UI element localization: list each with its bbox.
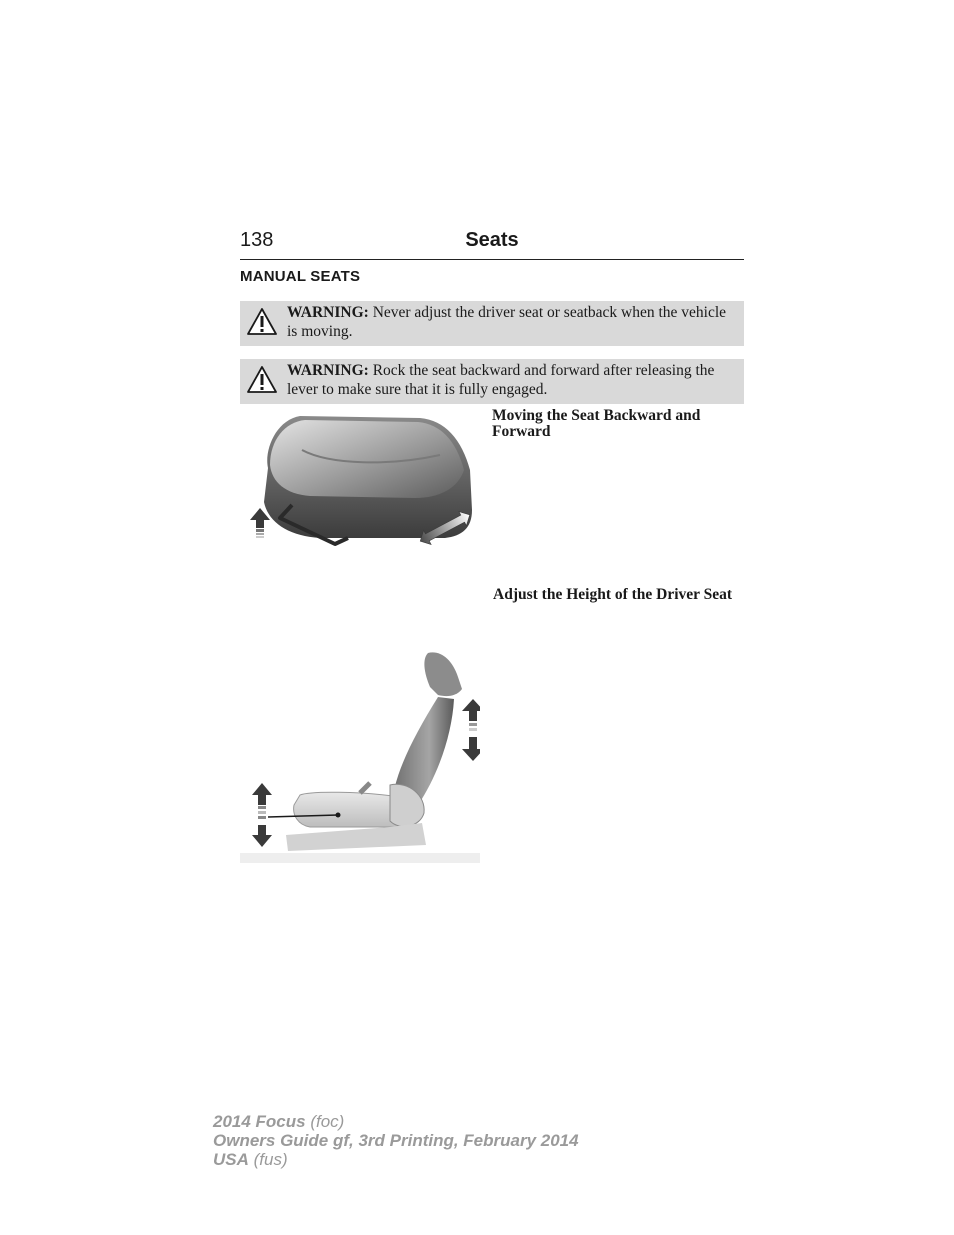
warning-text-2 (287, 361, 734, 399)
subheading-manual-seats: MANUAL SEATS (240, 268, 361, 285)
warning-box-2 (240, 359, 744, 404)
footer-guide: Owners Guide gf, 3rd Printing, February 2014 (213, 1131, 579, 1150)
footer (213, 1112, 579, 1169)
headrest (424, 652, 462, 696)
warning-body: Rock the seat backward and forward after releasing the lever to make sure that it is fully engaged. (287, 362, 715, 398)
warning-label: WARNING: (287, 362, 369, 379)
page-number: 138 (240, 229, 274, 251)
header-rule (240, 259, 744, 260)
warning-body: Never adjust the driver seat or seatback when the vehicle is moving. (287, 304, 727, 340)
lever-up-arrow-icon (250, 508, 270, 538)
driver-seat-height-illustration (240, 645, 480, 863)
height-adjust-arrow-icon (252, 783, 272, 847)
warning-box-1 (240, 301, 744, 346)
section-title: Seats (465, 229, 519, 251)
footer-model: 2014 Focus (213, 1112, 306, 1131)
warning-triangle-icon (246, 365, 278, 395)
caption-height: Adjust the Height of the Driver Seat (493, 586, 733, 603)
caption-fore-aft: Moving the Seat Backward and Forward (492, 407, 701, 440)
footer-region-code: (fus) (253, 1150, 288, 1169)
warning-label: WARNING: (287, 304, 369, 321)
warning-text-1 (287, 303, 734, 341)
cushion-top (270, 420, 464, 498)
footer-region: USA (213, 1150, 249, 1169)
headrest-adjust-arrow-icon (462, 699, 480, 761)
footer-model-code: (foc) (310, 1112, 345, 1131)
seat-cushion-illustration (240, 410, 480, 570)
warning-triangle-icon (246, 307, 278, 337)
